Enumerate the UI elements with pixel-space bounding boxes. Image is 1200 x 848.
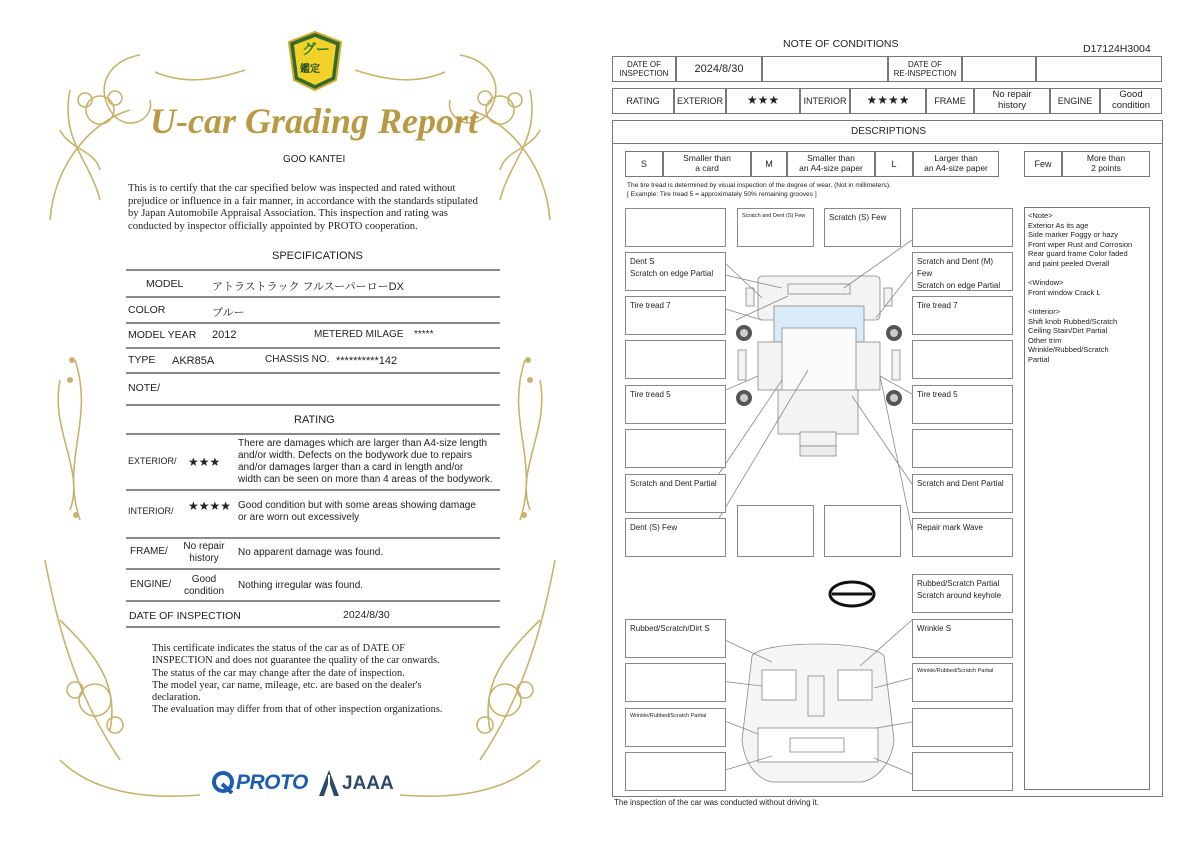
note-line: Ceiling Stain/Dirt Partial bbox=[1028, 326, 1108, 336]
engine-value-line: condition bbox=[183, 586, 225, 597]
box-line: Scratch and Dent (M) Few bbox=[917, 257, 994, 278]
empty-cell bbox=[1036, 56, 1162, 82]
chassis-value: **********142 bbox=[336, 355, 398, 367]
damage-box: Rubbed/Scratch/Dirt S bbox=[625, 619, 726, 658]
engine-label: ENGINE/ bbox=[130, 579, 172, 590]
empty-cell bbox=[762, 56, 888, 82]
inspection-date-value: 2024/8/30 bbox=[343, 609, 390, 621]
frame-label: FRAME/ bbox=[130, 546, 168, 557]
doi-label-cell bbox=[612, 56, 676, 82]
rating-label: RATING bbox=[612, 88, 674, 114]
note-line: Wrinkle/Rubbed/Scratch bbox=[1028, 345, 1109, 355]
damage-box bbox=[625, 208, 726, 247]
doi-label-line: DATE OF bbox=[626, 59, 662, 69]
legend-line: a card bbox=[695, 163, 719, 173]
frame-value-line: No repair bbox=[992, 89, 1032, 101]
damage-box: Scratch and Dent Partial bbox=[912, 474, 1013, 513]
note-line: and paint peeled Overall bbox=[1028, 258, 1110, 268]
desc-line: width can be seen on more than 4 areas of the bodywork. bbox=[238, 474, 493, 485]
disclaimer-line: The evaluation may differ from that of other inspection organizations. bbox=[152, 704, 443, 716]
box-line: Dent S bbox=[630, 257, 655, 266]
note-line: Shift knob Rubbed/Scratch bbox=[1028, 316, 1118, 326]
frame-value-line: No repair bbox=[183, 541, 225, 552]
desc-line: and/or damages larger than a card in length and/or bbox=[238, 462, 464, 473]
legend-line: 2 points bbox=[1091, 163, 1121, 173]
damage-box bbox=[824, 505, 901, 557]
divider bbox=[126, 433, 500, 435]
divider bbox=[126, 372, 500, 374]
interior-label-cell: INTERIOR bbox=[800, 88, 850, 114]
damage-box: Scratch and Dent (S) Few bbox=[737, 208, 814, 247]
damage-box bbox=[912, 208, 1013, 247]
box-line: Scratch on edge Partial bbox=[917, 281, 1001, 290]
intro-text bbox=[128, 183, 478, 233]
note-line: Exterior As its age bbox=[1028, 220, 1089, 230]
legend-m-desc bbox=[787, 151, 875, 177]
legend-s: S bbox=[625, 151, 663, 177]
type-value: AKR85A bbox=[172, 355, 215, 367]
damage-box bbox=[625, 752, 726, 791]
legend-few-desc bbox=[1062, 151, 1150, 177]
jaaa-logo bbox=[318, 769, 340, 802]
legend-line: Larger than bbox=[934, 153, 978, 164]
divider bbox=[126, 489, 500, 491]
footer-note: The inspection of the car was conducted without driving it. bbox=[614, 798, 819, 807]
note-line: Front wiper Rust and Corrosion bbox=[1028, 239, 1133, 249]
reinspection-label-cell bbox=[888, 56, 962, 82]
intro-line: conducted by inspector officially appointed by PROTO cooperation. bbox=[128, 220, 418, 232]
engine-description: Nothing irregular was found. bbox=[238, 580, 364, 591]
empty-cell bbox=[962, 56, 1036, 82]
badge-text-2: 鑑定 bbox=[300, 64, 320, 75]
divider bbox=[126, 296, 500, 298]
legend-line: Smaller than bbox=[807, 153, 855, 164]
frame-value-line: history bbox=[998, 100, 1026, 111]
engine-value-line: condition bbox=[1111, 100, 1151, 111]
damage-box: Tire tread 7 bbox=[625, 296, 726, 335]
doi-value: 2024/8/30 bbox=[676, 56, 762, 82]
damage-box bbox=[625, 340, 726, 379]
intro-line: This is to certify that the car specified below was inspected and rated without bbox=[128, 183, 456, 194]
legend-s-desc bbox=[663, 151, 751, 177]
model-year-label: MODEL YEAR bbox=[128, 329, 197, 341]
note-line: <Interior> bbox=[1028, 306, 1061, 316]
report-title: U-car Grading Report bbox=[150, 101, 479, 141]
goo-kantei-badge bbox=[286, 30, 344, 92]
divider bbox=[126, 537, 500, 539]
mileage-value: ***** bbox=[414, 329, 434, 340]
chassis-label: CHASSIS NO. bbox=[265, 354, 330, 365]
note-line: Partial bbox=[1028, 354, 1050, 364]
exterior-description bbox=[238, 438, 493, 486]
disclaimer-line: The model year, car name, mileage, etc. are based on the dealer's bbox=[152, 679, 422, 691]
rating-heading: RATING bbox=[294, 414, 335, 426]
intro-line: by Japan Automobile Appraisal Association. This inspection and rating was bbox=[128, 208, 448, 220]
spacer bbox=[1028, 269, 1146, 279]
disclaimer-line: This certificate indicates the status of the car as of DATE OF bbox=[152, 643, 406, 654]
proto-logo bbox=[212, 770, 234, 799]
damage-box: Wrinkle/Rubbed/Scratch Partial bbox=[912, 663, 1013, 702]
note-line: Other trim bbox=[1028, 335, 1062, 345]
disclaimer-line: declaration. bbox=[152, 692, 201, 704]
divider bbox=[126, 626, 500, 628]
frame-label-cell: FRAME bbox=[926, 88, 974, 114]
note-line: <Window> bbox=[1028, 278, 1064, 288]
engine-value bbox=[174, 574, 234, 598]
note-panel bbox=[1024, 207, 1150, 790]
legend-line: More than bbox=[1086, 153, 1126, 164]
intro-line: prejudice or influence in a fair manner, in accordance with the standards stipulated bbox=[128, 195, 478, 207]
damage-box: Wrinkle S bbox=[912, 619, 1013, 658]
legend-l: L bbox=[875, 151, 913, 177]
color-value: ブルー bbox=[212, 307, 245, 319]
proto-logo-text: PROTO bbox=[236, 771, 308, 794]
legend-line: Smaller than bbox=[683, 153, 731, 164]
model-label: MODEL bbox=[146, 278, 184, 290]
inspection-date-label: DATE OF INSPECTION bbox=[129, 610, 241, 622]
interior-stars: ★★★★ bbox=[188, 499, 232, 513]
model-value: アトラストラック フルスーパーローDX bbox=[212, 281, 404, 293]
note-line: Side marker Foggy or hazy bbox=[1028, 230, 1119, 240]
damage-box bbox=[912, 574, 1013, 613]
desc-line: Good condition but with some areas showing damage bbox=[238, 500, 476, 511]
mileage-label: METERED MILAGE bbox=[314, 329, 404, 340]
damage-box bbox=[912, 708, 1013, 747]
steering-wheel-icon bbox=[830, 582, 874, 606]
legend-m: M bbox=[751, 151, 787, 177]
type-label: TYPE bbox=[128, 354, 156, 366]
specifications-heading: SPECIFICATIONS bbox=[272, 250, 363, 262]
tread-note bbox=[627, 181, 891, 199]
damage-box bbox=[737, 505, 814, 557]
frame-description: No apparent damage was found. bbox=[238, 547, 384, 558]
desc-line: or are worn out excessively bbox=[238, 512, 360, 523]
frame-value-cell bbox=[974, 88, 1050, 114]
divider bbox=[126, 269, 500, 271]
box-line: Scratch on edge Partial bbox=[630, 269, 714, 278]
interior-description bbox=[238, 500, 476, 524]
legend-l-desc bbox=[913, 151, 999, 177]
note-title: NOTE OF CONDITIONS bbox=[783, 38, 899, 50]
desc-line: and/or width. Defects on the bodywork due to repairs bbox=[238, 450, 473, 461]
divider bbox=[126, 347, 500, 349]
box-line: Scratch around keyhole bbox=[917, 591, 1002, 600]
org-name: GOO KANTEI bbox=[283, 154, 346, 165]
document-id: D17124H3004 bbox=[1083, 43, 1151, 55]
divider bbox=[126, 600, 500, 602]
damage-box: Scratch and Dent Partial bbox=[625, 474, 726, 513]
descriptions-heading: DESCRIPTIONS bbox=[851, 126, 927, 137]
reinsp-label-line: RE-INSPECTION bbox=[893, 69, 957, 78]
note-label: NOTE/ bbox=[128, 382, 161, 394]
damage-box bbox=[625, 663, 726, 702]
damage-box: Dent (S) Few bbox=[625, 518, 726, 557]
damage-box: Tire tread 7 bbox=[912, 296, 1013, 335]
exterior-stars: ★★★ bbox=[188, 455, 221, 469]
engine-value-cell bbox=[1100, 88, 1162, 114]
exterior-label: EXTERIOR/ bbox=[128, 456, 177, 466]
legend-few: Few bbox=[1024, 151, 1062, 177]
color-label: COLOR bbox=[128, 304, 166, 316]
divider bbox=[126, 322, 500, 324]
disclaimer bbox=[152, 643, 442, 717]
jaaa-logo-text: JAAA bbox=[342, 773, 394, 794]
note-line: Front window Crack L bbox=[1028, 287, 1101, 297]
divider bbox=[126, 568, 500, 570]
badge-text: グー bbox=[302, 41, 330, 57]
damage-box bbox=[912, 340, 1013, 379]
damage-box bbox=[912, 252, 1013, 291]
engine-value-line: Good bbox=[1119, 89, 1143, 101]
engine-label-cell: ENGINE bbox=[1050, 88, 1100, 114]
tread-note-line: The tire tread is determined by visual inspection of the degree of wear. (Not in millimeters). bbox=[627, 182, 891, 189]
desc-line: There are damages which are larger than A4-size length bbox=[238, 438, 488, 449]
disclaimer-line: INSPECTION and does not guarantee the quality of the car onwards. bbox=[152, 655, 440, 667]
exterior-label-cell: EXTERIOR bbox=[674, 88, 726, 114]
interior-stars-cell: ★★★★ bbox=[850, 88, 926, 114]
interior-label: INTERIOR/ bbox=[128, 506, 174, 516]
tread-note-line: [ Example: Tire tread 5 = approximately 50% remaining grooves ] bbox=[627, 191, 817, 198]
damage-box bbox=[625, 429, 726, 468]
damage-box bbox=[912, 752, 1013, 791]
spacer bbox=[1028, 297, 1146, 307]
damage-box: Tire tread 5 bbox=[625, 385, 726, 424]
model-year-value: 2012 bbox=[212, 329, 237, 341]
damage-box: Scratch (S) Few bbox=[824, 208, 901, 247]
engine-value-line: Good bbox=[191, 574, 217, 585]
damage-box bbox=[912, 429, 1013, 468]
legend-line: an A4-size paper bbox=[924, 163, 988, 173]
note-line: <Note> bbox=[1028, 211, 1053, 220]
legend-line: an A4-size paper bbox=[799, 163, 863, 173]
divider bbox=[126, 404, 500, 406]
damage-box bbox=[625, 252, 726, 291]
frame-value-line: history bbox=[189, 553, 219, 564]
damage-box: Wrinkle/Rubbed/Scratch Partial bbox=[625, 708, 726, 747]
frame-value bbox=[174, 541, 234, 565]
reinsp-label-line: DATE OF bbox=[907, 59, 943, 69]
exterior-stars-cell: ★★★ bbox=[726, 88, 800, 114]
box-line: Rubbed/Scratch Partial bbox=[917, 579, 1000, 588]
damage-box: Tire tread 5 bbox=[912, 385, 1013, 424]
disclaimer-line: The status of the car may change after the date of inspection. bbox=[152, 667, 405, 679]
damage-box: Repair mark Wave bbox=[912, 518, 1013, 557]
note-line: Rear guard frame Color faded bbox=[1028, 249, 1128, 259]
doi-label-line: INSPECTION bbox=[619, 69, 669, 78]
